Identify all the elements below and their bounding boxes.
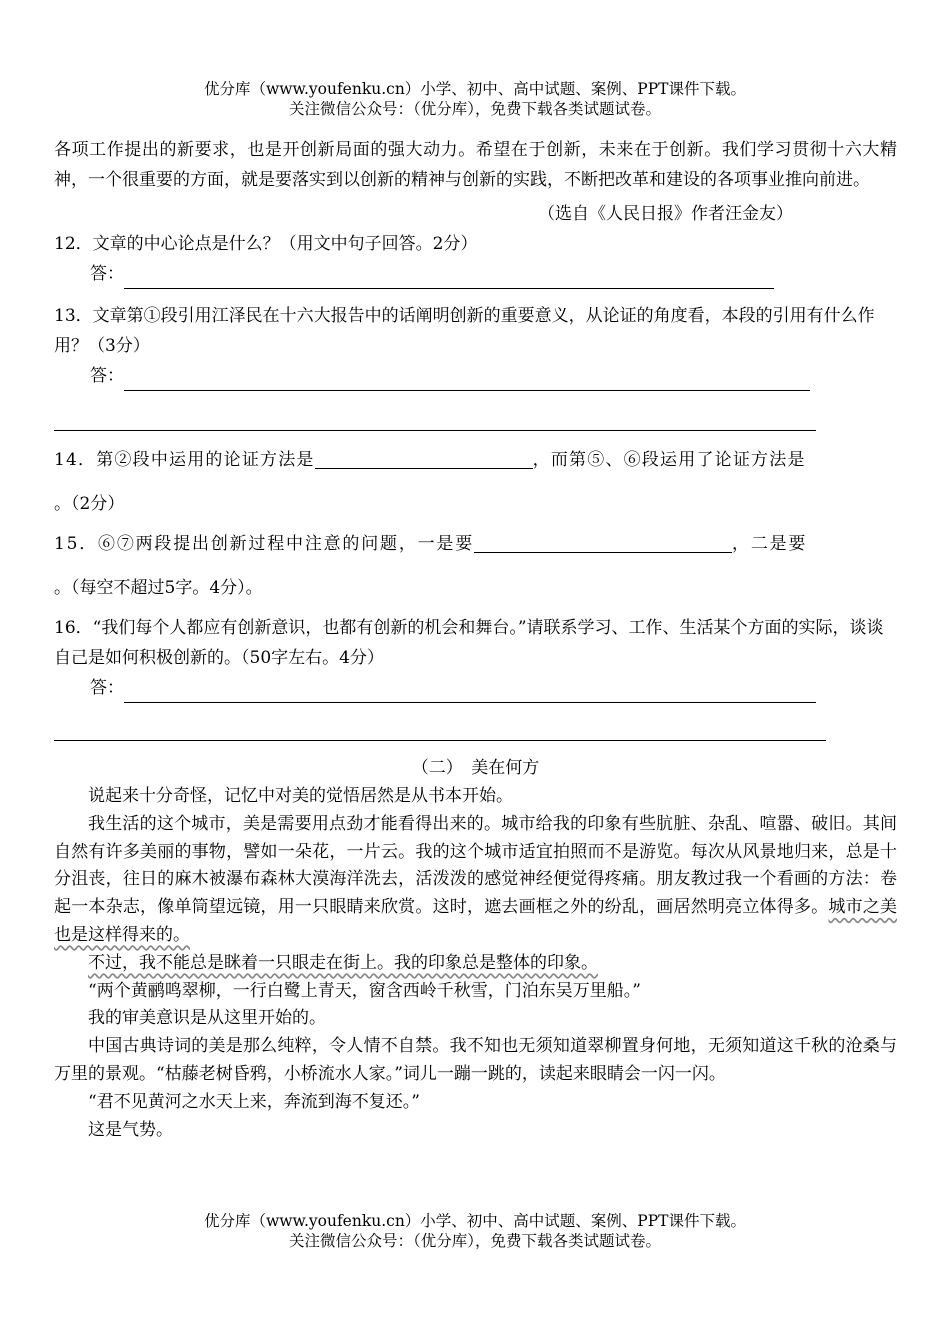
s2-paragraph-3-marked: 不过，我不能总是眯着一只眼走在街上。我的印象总是整体的印象。 xyxy=(88,952,598,973)
answer-label: 答： xyxy=(90,264,124,284)
s2-paragraph-7: “君不见黄河之水天上来，奔流到海不复还。” xyxy=(88,1091,420,1112)
banner-line-1: 优分库（www.youfenku.cn）小学、初中、高中试题、案例、PPT课件下载。 xyxy=(203,80,747,98)
answer-12-blank[interactable] xyxy=(124,266,774,289)
question-14 xyxy=(54,445,897,475)
s2-paragraph-3 xyxy=(54,950,897,978)
s2-paragraph-2 xyxy=(54,811,897,950)
footer-banner xyxy=(0,1211,950,1251)
s2-paragraph-1: 说起来十分奇怪，记忆中对美的觉悟居然是从书本开始。 xyxy=(88,786,513,806)
main-content xyxy=(54,135,897,1144)
answer-12 xyxy=(90,259,897,289)
q14-part-3: 。（2分） xyxy=(54,494,125,514)
answer-13-blank-1[interactable] xyxy=(124,368,810,391)
answer-16-blank-1[interactable] xyxy=(124,680,816,703)
banner-line-1: 优分库（www.youfenku.cn）小学、初中、高中试题、案例、PPT课件下载。 xyxy=(203,1212,747,1230)
answer-label: 答： xyxy=(90,366,124,386)
answer-13-blank-2[interactable] xyxy=(54,429,816,431)
answer-13 xyxy=(90,361,897,391)
s2-paragraph-5: 我的审美意识是从这里开始的。 xyxy=(88,1008,326,1029)
s2-paragraph-8: 这是气势。 xyxy=(88,1119,173,1140)
q15-part-3: 。（每空不超过5字。4分）。 xyxy=(54,578,263,598)
passage-source: （选自《人民日报》作者汪金友） xyxy=(538,204,793,224)
q15-part-1: 15．⑥⑦两段提出创新过程中注意的问题，一是要 xyxy=(54,534,475,554)
answer-16-blank-2[interactable] xyxy=(54,739,826,741)
q14-blank-1[interactable] xyxy=(315,450,533,469)
header-banner xyxy=(0,79,950,119)
q14-part-1: 14．第②段中运用的论证方法是 xyxy=(54,450,315,470)
q14-part-2: ，而第⑤、⑥段运用了论证方法是 xyxy=(532,450,806,470)
s2-paragraph-4: “两个黄鹂鸣翠柳，一行白鹭上青天，窗含西岭千秋雪，门泊东吴万里船。” xyxy=(88,980,641,1001)
section-2-title: （二） 美在何方 xyxy=(411,758,540,778)
banner-line-2: 关注微信公众号：（优分库），免费下载各类试题试卷。 xyxy=(288,100,661,118)
answer-16 xyxy=(90,673,897,703)
answer-label: 答： xyxy=(90,678,124,698)
s2-paragraph-2-text: 我生活的这个城市，美是需要用点劲才能看得出来的。城市给我的印象有些肮脏、杂乱、喧嚣、破旧。其间自然有许多美丽的事物，譬如一朵花，一片云。我的这个城市适宜拍照而不是游览。每次从风景地归来，总是十分沮丧，往日的麻木被瀑布森林大漠海洋洗去，活泼泼的感觉神经便觉得疼痛。朋友教过我一个看画的方法：卷起一本杂志，像单筒望远镜，用一只眼睛来欣赏。这时，遮去画框之外的纷乱，画居然明亮立体得多。 xyxy=(54,813,897,918)
passage-paragraph-end: 各项工作提出的新要求，也是开创新局面的强大动力。希望在于创新，未来在于创新。我们学习贯彻十六大精神，一个很重要的方面，就是要落实到以创新的精神与创新的实践，不断把改革和建设的各项事业推向前进。 xyxy=(54,140,897,190)
s2-paragraph-2-marked: 城市之美也是这样得来的。 xyxy=(54,897,898,945)
s2-paragraph-6: 中国古典诗词的美是那么纯粹，令人情不自禁。我不知也无须知道翠柳置身何地，无须知道这千秋的沧桑与万里的景观。“枯藤老树昏鸦，小桥流水人家。”词儿一蹦一跳的，读起来眼睛会一闪一闪。 xyxy=(54,1036,897,1084)
q15-part-2: ，二是要 xyxy=(732,534,808,554)
question-12: 12．文章的中心论点是什么？（用文中句子回答。2分） xyxy=(54,234,478,254)
question-13: 13．文章第①段引用江泽民在十六大报告中的话阐明创新的重要意义，从论证的角度看，本段的引用有什么作用？（3分） xyxy=(54,306,875,356)
question-16: 16．“我们每个人都应有创新意识，也都有创新的机会和舞台。”请联系学习、工作、生活某个方面的实际，谈谈自己是如何积极创新的。（50字左右。4分） xyxy=(54,618,884,668)
q15-blank-1[interactable] xyxy=(474,534,732,553)
banner-line-2: 关注微信公众号：（优分库），免费下载各类试题试卷。 xyxy=(288,1232,661,1250)
question-15 xyxy=(54,529,897,559)
section-2-passage xyxy=(54,783,897,1144)
